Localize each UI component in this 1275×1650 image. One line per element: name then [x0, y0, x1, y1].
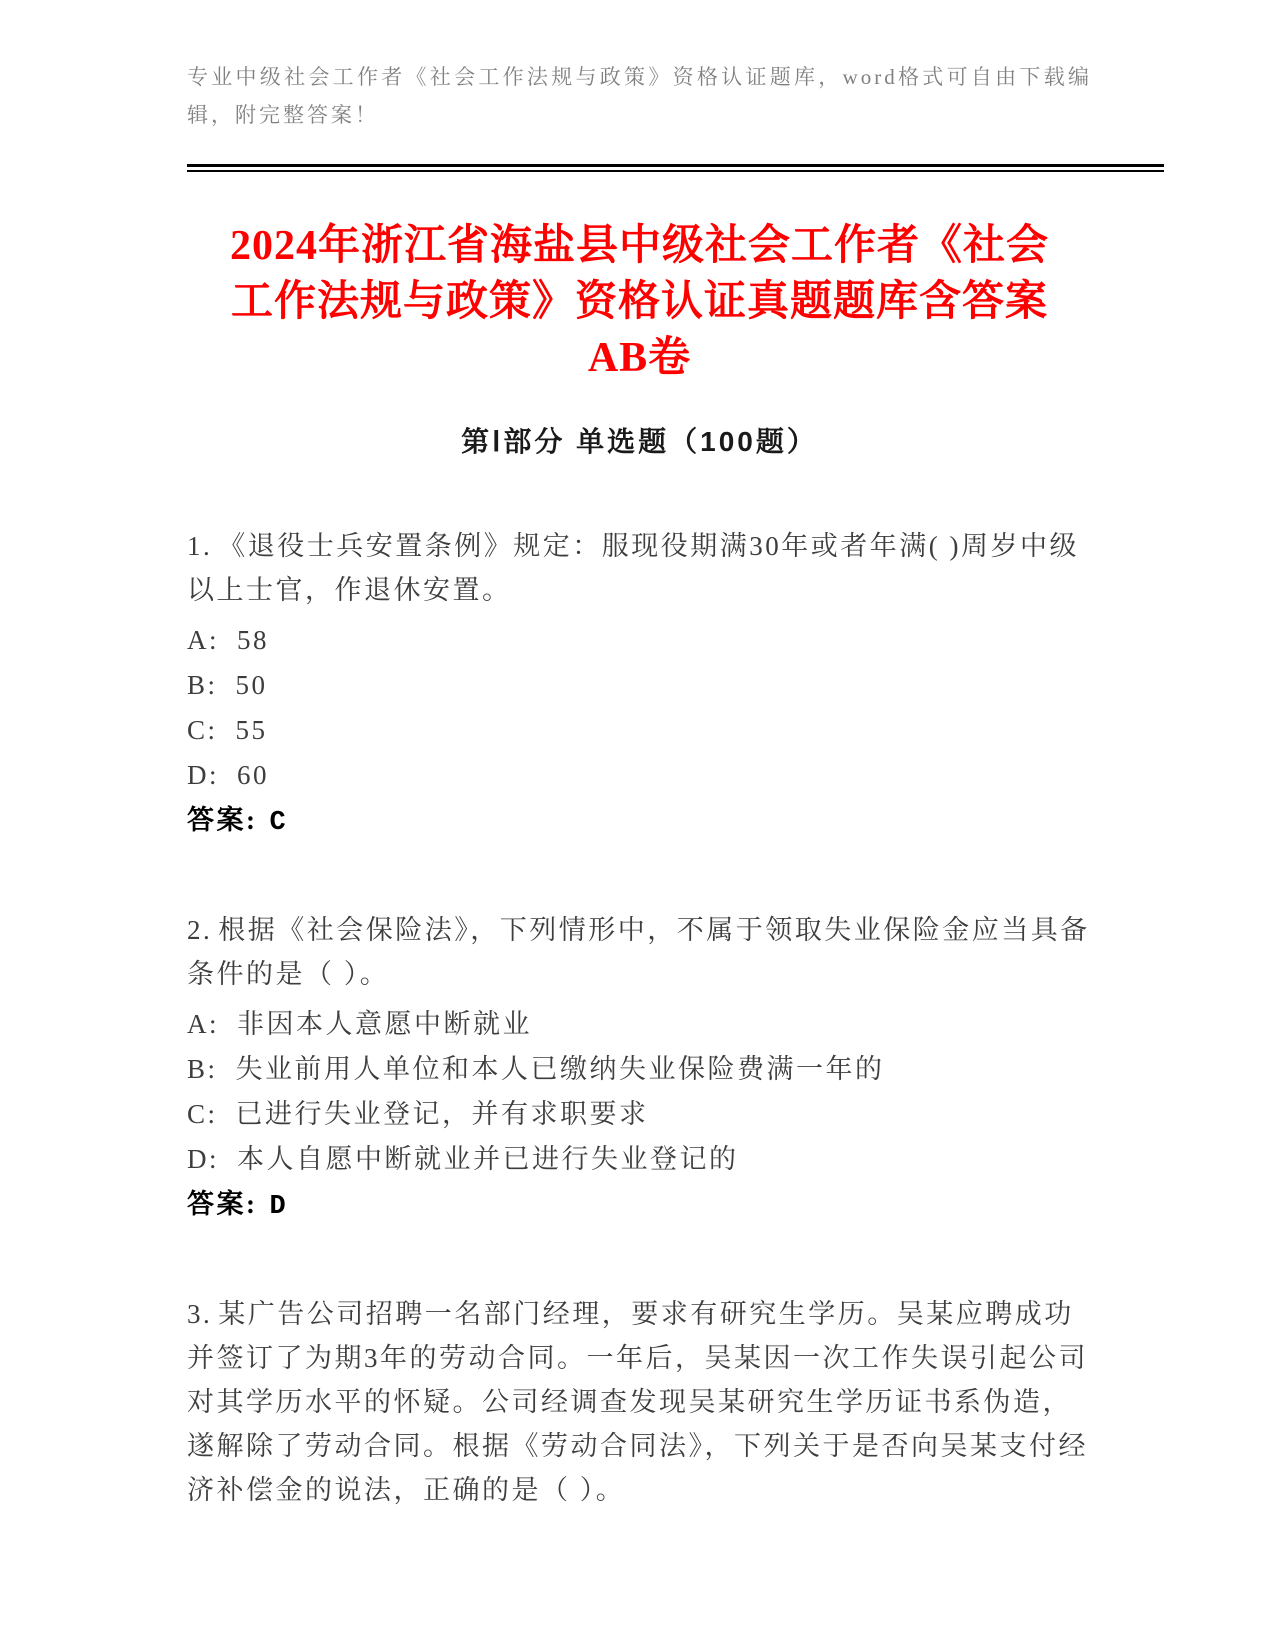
question-2-option-d — [187, 1137, 1092, 1182]
question-2-option-b — [187, 1047, 1092, 1092]
option-text: 60 — [237, 760, 269, 790]
document-title — [187, 218, 1092, 386]
question-1-text: 《退役士兵安置条例》规定：服现役期满30年或者年满( )周岁中级以上士官，作退休安置。 — [187, 531, 1079, 605]
option-text: 50 — [235, 670, 268, 700]
header-note: 专业中级社会工作者《社会工作法规与政策》资格认证题库，word格式可自由下载编辑，附完整答案！ — [187, 65, 1092, 127]
title-line-3: AB卷 — [587, 335, 692, 381]
double-rule-divider — [187, 164, 1164, 172]
option-label: C: — [187, 715, 218, 745]
question-2 — [187, 908, 1092, 1230]
option-text: 本人自愿中断就业并已进行失业登记的 — [237, 1144, 739, 1174]
question-2-stem — [187, 908, 1092, 996]
option-label: D: — [187, 760, 219, 790]
question-3 — [187, 1292, 1092, 1512]
question-1-option-c — [187, 708, 1092, 753]
question-3-stem — [187, 1292, 1092, 1512]
option-label: D: — [187, 1144, 219, 1174]
answer-letter: C — [269, 808, 289, 838]
option-text: 55 — [235, 715, 268, 745]
option-text: 失业前用人单位和本人已缴纳失业保险费满一年的 — [235, 1054, 885, 1084]
title-line-2: 工作法规与政策》资格认证真题题库含答案 — [230, 279, 1048, 325]
title-line-1: 2024年浙江省海盐县中级社会工作者《社会 — [229, 223, 1049, 269]
question-1-options — [187, 618, 1092, 798]
option-label: A: — [187, 1009, 219, 1039]
question-1 — [187, 524, 1092, 846]
answer-label: 答案: — [187, 1189, 258, 1219]
question-2-number: 2. — [187, 915, 213, 945]
question-1-number: 1. — [187, 531, 213, 561]
question-2-answer — [187, 1182, 1092, 1230]
question-3-text: 某广告公司招聘一名部门经理，要求有研究生学历。吴某应聘成功并签订了为期3年的劳动合同。一年后，吴某因一次工作失误引起公司对其学历水平的怀疑。公司经调查发现吴某研究生学历证书系伪造，遂解除了劳动合同。根据《劳动合同法》，下列关于是否向吴某支付经济补偿金的说法，正确的是（ ）。 — [187, 1299, 1088, 1505]
option-text: 58 — [237, 625, 269, 655]
option-label: A: — [187, 625, 219, 655]
answer-label: 答案: — [187, 805, 258, 835]
question-1-option-b — [187, 663, 1092, 708]
question-2-options — [187, 1002, 1092, 1182]
option-label: C: — [187, 1099, 218, 1129]
question-1-option-a — [187, 618, 1092, 663]
option-text: 非因本人意愿中断就业 — [237, 1009, 532, 1039]
question-1-stem — [187, 524, 1092, 612]
question-1-option-d — [187, 753, 1092, 798]
question-2-text: 根据《社会保险法》，下列情形中，不属于领取失业保险金应当具备条件的是（ ）。 — [187, 915, 1090, 989]
question-1-answer — [187, 798, 1092, 846]
document-content — [187, 0, 1092, 1512]
question-2-option-a — [187, 1002, 1092, 1047]
option-text: 已进行失业登记，并有求职要求 — [235, 1099, 649, 1129]
question-3-number: 3. — [187, 1299, 213, 1329]
option-label: B: — [187, 670, 218, 700]
answer-letter: D — [269, 1192, 289, 1222]
question-2-option-c — [187, 1092, 1092, 1137]
option-label: B: — [187, 1054, 218, 1084]
section-heading: 第Ⅰ部分 单选题（100题） — [461, 426, 818, 457]
